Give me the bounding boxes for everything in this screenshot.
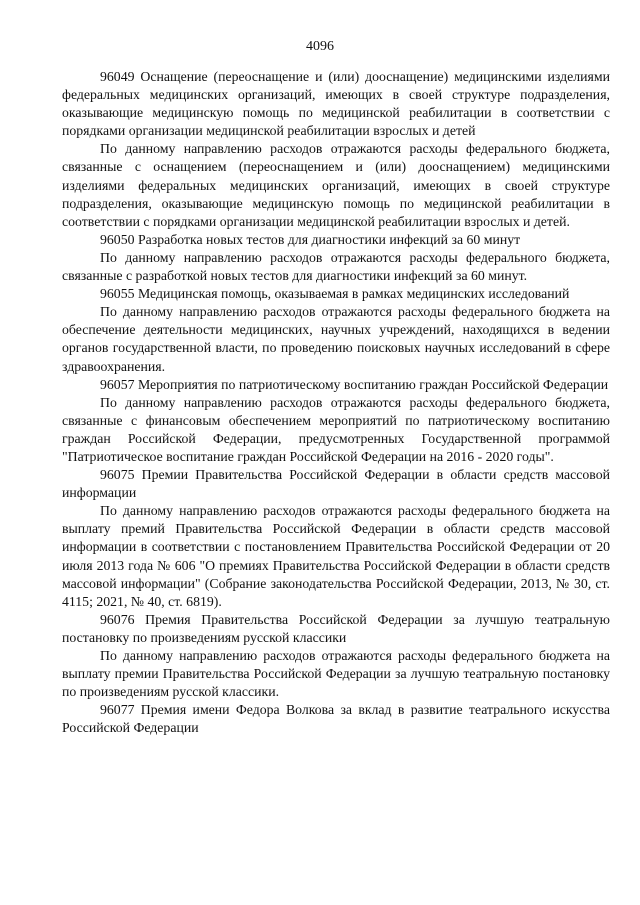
paragraph-96077-heading: 96077 Премия имени Федора Волкова за вклад в развитие театрального искусства Российской Федерации [62, 702, 610, 736]
paragraph-96075-heading: 96075 Премии Правительства Российской Федерации в области средств массовой информации [62, 467, 610, 501]
paragraph-96075-description: По данному направлению расходов отражаются расходы федерального бюджета на выплату премий Правительства Российской Федерации в области средств массовой информации в соответствии с постановлением Правительства Российской Федерации от 20 июля 2013 года № 606 "О премиях Правительства Российской Федерации в области средств массовой информации" (Собрание законодательства Российской Федерации, 2013, № 30, ст. 4115; 2021, № 40, ст. 6819). [62, 503, 610, 609]
paragraph-96057-heading: 96057 Мероприятия по патриотическому воспитанию граждан Российской Федерации [100, 376, 609, 392]
paragraph-96055-heading: 96055 Медицинская помощь, оказываемая в рамках медицинских исследований [100, 286, 570, 302]
paragraph-96057-description: По данному направлению расходов отражаются расходы федерального бюджета, связанные с финансовым обеспечением мероприятий по патриотическому воспитанию граждан Российской Федерации, предусмотренных Государственной программой "Патриотическое воспитание граждан Российской Федерации на 2016 - 2020 годы". [62, 394, 610, 464]
document-body [62, 68, 610, 737]
paragraph-96049-description: По данному направлению расходов отражаются расходы федерального бюджета, связанные с оснащением (переоснащением и (или) дооснащением) медицинскими изделиями федеральных медицинских организаций, имеющих в своей структуре подразделения, оказывающие медицинскую помощь по медицинской реабилитации в соответствии с порядками организации медицинской реабилитации взрослых и детей. [62, 141, 610, 229]
paragraph-96076-heading: 96076 Премия Правительства Российской Федерации за лучшую театральную постановку по произведениям русской классики [62, 611, 610, 645]
paragraph-96049-heading: 96049 Оснащение (переоснащение и (или) дооснащение) медицинскими изделиями федеральных медицинских организаций, имеющих в своей структуре подразделения, оказывающие медицинскую помощь по медицинской реабилитации в соответствии с порядками организации медицинской реабилитации взрослых и детей [62, 69, 610, 139]
paragraph-96050-heading: 96050 Разработка новых тестов для диагностики инфекций за 60 минут [100, 231, 521, 247]
paragraph-96050-description: По данному направлению расходов отражаются расходы федерального бюджета, связанные с разработкой новых тестов для диагностики инфекций за 60 минут. [62, 249, 610, 284]
paragraph-96055-description: По данному направлению расходов отражаются расходы федерального бюджета на обеспечение деятельности медицинских, научных учреждений, находящихся в ведении органов государственной власти, по проведению поисковых научных исследований в сфере здравоохранения. [62, 304, 610, 374]
page-number: 4096 [306, 39, 334, 54]
paragraph-96076-description: По данному направлению расходов отражаются расходы федерального бюджета на выплату премии Правительства Российской Федерации за лучшую театральную постановку по произведениям русской классики. [62, 648, 610, 700]
